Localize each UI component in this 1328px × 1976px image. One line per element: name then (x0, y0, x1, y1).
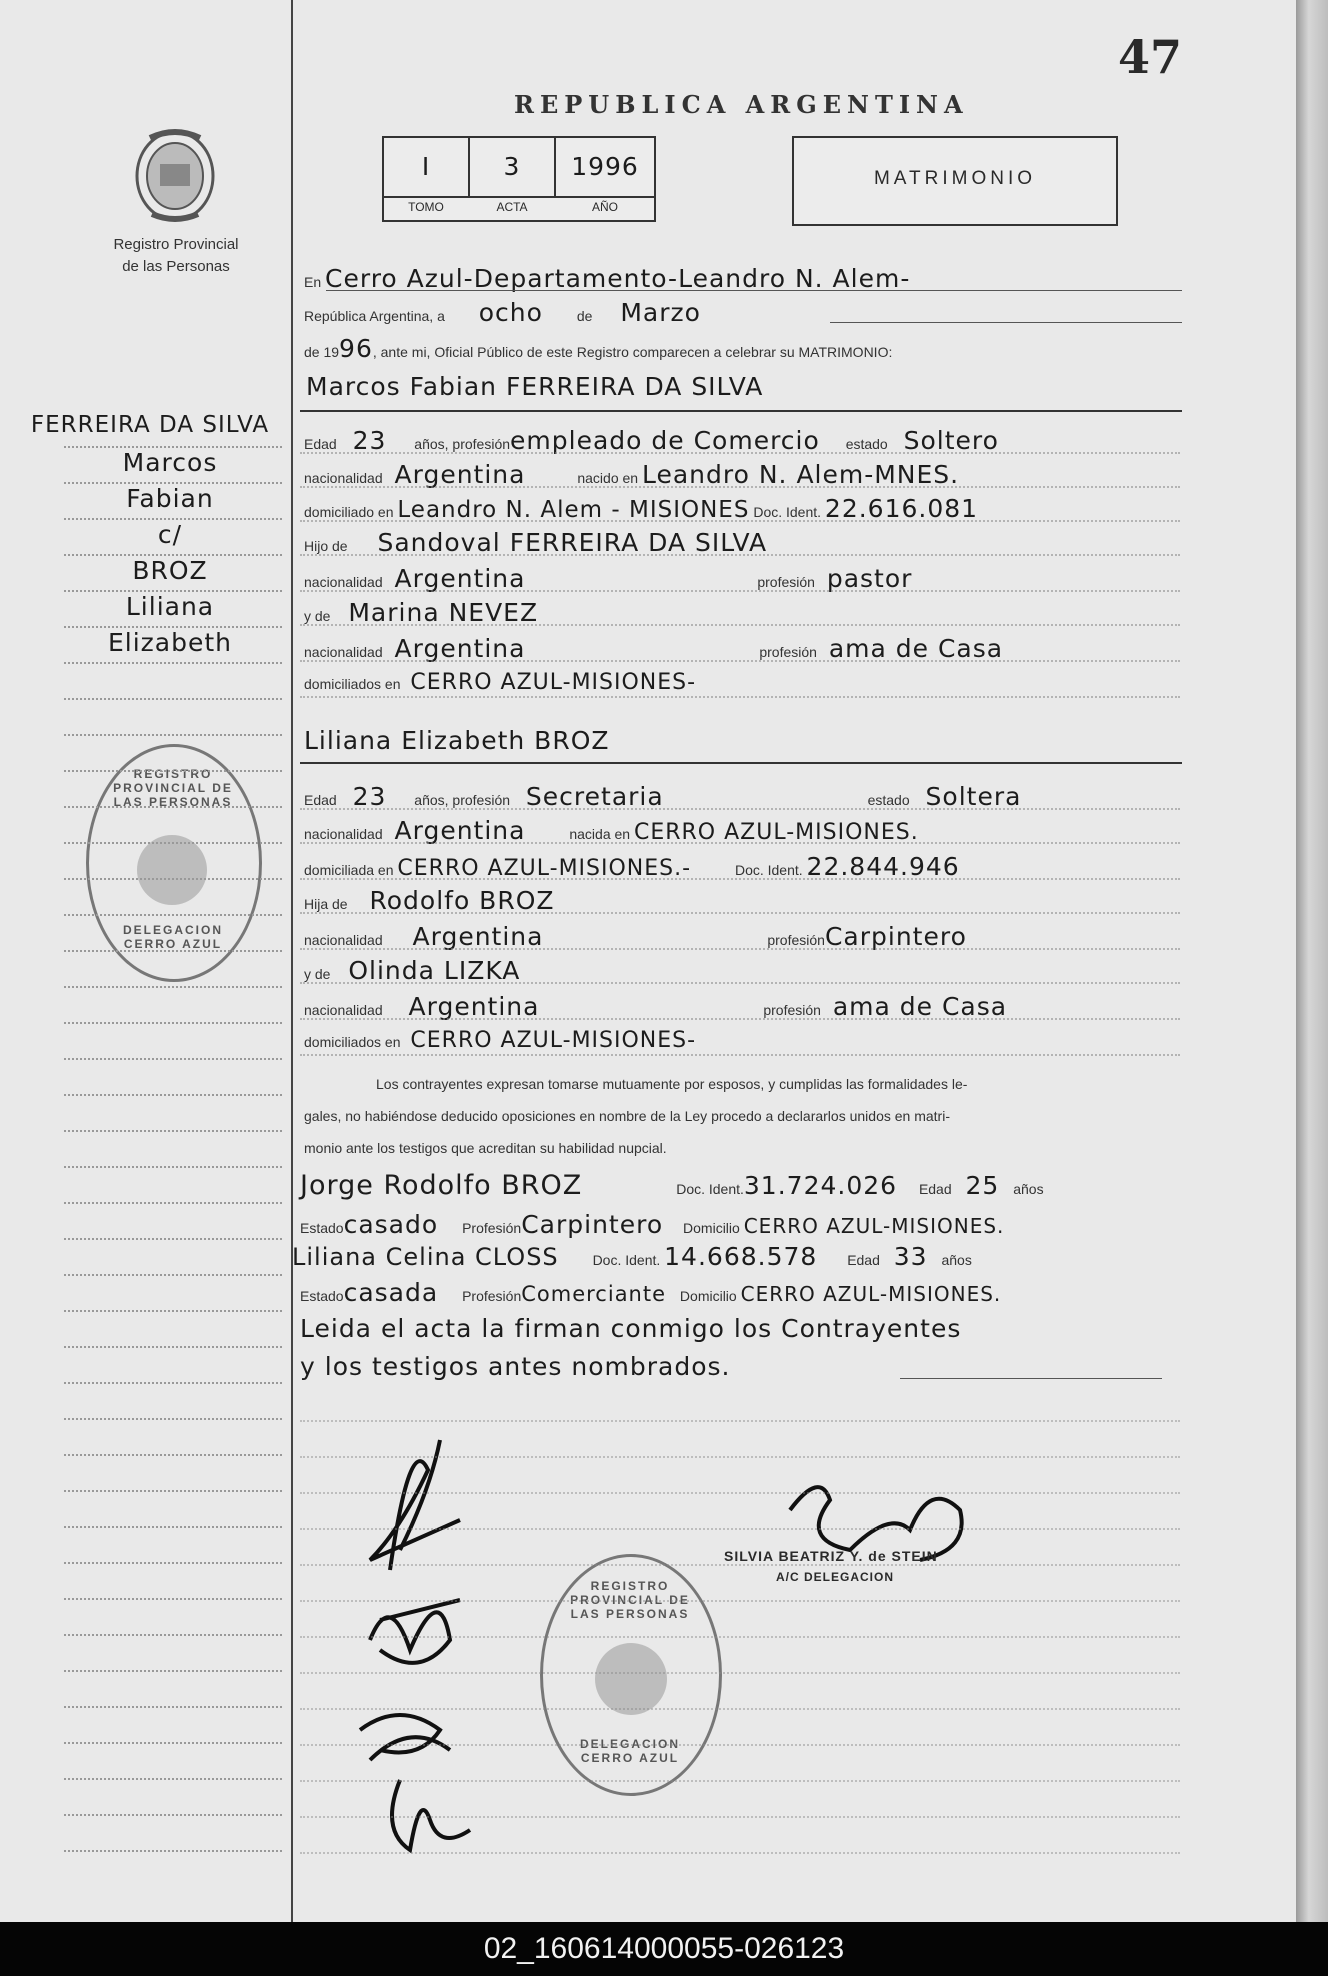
margin-rule (64, 1706, 282, 1708)
bottom-seal-sub: DELEGACION CERRO AZUL (579, 1737, 680, 1765)
fill-rule (300, 660, 1180, 662)
margin-rule (64, 842, 282, 844)
margin-rule (64, 1814, 282, 1816)
ano-label: AÑO (591, 200, 618, 214)
witness1-row2: Estadocasado ProfesiónCarpintero Domicilio CERRO AZUL-MISIONES. (300, 1210, 1005, 1239)
witness2-row1: Liliana Celina CLOSS Doc. Ident. 14.668.578 Edad 33 años (292, 1242, 972, 1271)
signature-rule (300, 1636, 1180, 1638)
bride-father: Rodolfo BROZ (369, 886, 555, 915)
type-box (792, 136, 1118, 226)
declaration-line2: gales, no habiéndose deducido oposiciones en nombre de la Ley procedo a declararlos unidos en matri- (304, 1108, 950, 1124)
place-value: Cerro Azul-Departamento-Leandro N. Alem- (325, 264, 911, 293)
footer-id: 02_160614000055-026123 (0, 1922, 1328, 1976)
margin-rule (64, 1310, 282, 1312)
year-prefix: de 19 (304, 344, 340, 360)
margin-divider (291, 0, 293, 1922)
margin-rule (64, 1526, 282, 1528)
fill-rule (300, 1018, 1180, 1020)
tomo-value: I (421, 152, 431, 181)
groom-row1: Edad 23 años, profesiónempleado de Comercio estado Soltero (304, 426, 999, 455)
groom-row7: nacionalidad Argentina profesión ama de Casa (304, 634, 1004, 663)
fill-rule (300, 696, 1180, 698)
signature-rule (300, 1528, 1180, 1530)
tomo-label: TOMO (408, 200, 444, 214)
margin-rule (64, 1274, 282, 1276)
margin-rule (64, 878, 282, 880)
acta-value: 3 (503, 152, 521, 181)
witness2-name: Liliana Celina CLOSS (292, 1243, 559, 1271)
acta-label: ACTA (496, 200, 528, 214)
groom-mother-prof: ama de Casa (828, 634, 1004, 663)
bride-domicile: CERRO AZUL-MISIONES.- (397, 856, 692, 881)
bride-row5: nacionalidad Argentina profesiónCarpintero (304, 922, 967, 951)
margin-line5: BROZ (132, 556, 208, 585)
signature-rule (300, 1600, 1180, 1602)
margin-line4: c/ (157, 520, 183, 549)
bride-father-nat: Argentina (412, 922, 544, 951)
margin-rule (64, 1670, 282, 1672)
margin-line6: Liliana (125, 592, 215, 621)
witness1-profession: Carpintero (521, 1210, 664, 1239)
margin-rule (64, 1058, 282, 1060)
margin-line1: FERREIRA DA SILVA (30, 412, 270, 438)
groom-domicile: Leandro N. Alem - MISIONES (397, 497, 750, 523)
fill-rule (300, 912, 1180, 914)
margin-rule (64, 1418, 282, 1420)
witness2-profession: Comerciante (521, 1282, 667, 1306)
groom-doc: 22.616.081 (824, 494, 979, 523)
witness1-name: Jorge Rodolfo BROZ (300, 1170, 583, 1201)
margin-line2: Marcos (122, 448, 218, 477)
groom-row3: domiciliado en Leandro N. Alem - MISIONES Doc. Ident. 22.616.081 (304, 494, 979, 523)
bride-father-prof: Carpintero (824, 922, 967, 951)
groom-birthplace: Leandro N. Alem-MNES. (641, 460, 960, 489)
official-name: SILVIA BEATRIZ Y. de STEIN (724, 1548, 938, 1564)
fill-rule (300, 554, 1180, 556)
witness1-age: 25 (965, 1171, 1000, 1200)
margin-rule (64, 1490, 282, 1492)
fill-rule (300, 982, 1180, 984)
margin-line7: Elizabeth (107, 628, 233, 657)
margin-rule (64, 734, 282, 736)
groom-nationality: Argentina (394, 460, 526, 489)
signature-rule (300, 1708, 1180, 1710)
bride-mother-prof: ama de Casa (832, 992, 1008, 1021)
groom-father-nat: Argentina (394, 564, 526, 593)
groom-row4: Hijo de Sandoval FERREIRA DA SILVA (304, 528, 768, 557)
fill-rule (300, 948, 1180, 950)
bride-doc: 22.844.946 (806, 852, 960, 881)
registry-line1: Registro Provincial (113, 236, 239, 253)
bride-birthplace: CERRO AZUL-MISIONES. (633, 820, 919, 845)
margin-seal-sub: DELEGACION CERRO AZUL (122, 923, 223, 951)
witness1-domicile: CERRO AZUL-MISIONES. (743, 1214, 1005, 1238)
province-emblem-icon (130, 124, 220, 224)
signature-rule (300, 1564, 1180, 1566)
bride-parents-domicile: CERRO AZUL-MISIONES- (410, 1028, 697, 1053)
bride-nationality: Argentina (394, 816, 526, 845)
day-value: ocho (478, 298, 543, 327)
margin-rule (64, 1166, 282, 1168)
ano-value: 1996 (571, 152, 639, 181)
margin-rule (64, 950, 282, 952)
fill-rule (300, 452, 1180, 454)
groom-status: Soltero (903, 426, 999, 455)
groom-father: Sandoval FERREIRA DA SILVA (377, 528, 768, 557)
page-edge (1296, 0, 1328, 1922)
bride-profession: Secretaria (525, 782, 664, 811)
margin-rule (64, 1022, 282, 1024)
record-box (382, 136, 656, 222)
declaration-line3: monio ante los testigos que acreditan su habilidad nupcial. (304, 1140, 667, 1156)
margin-rule (64, 446, 282, 448)
year-suffix: 96 (339, 334, 373, 363)
bride-mother-nat: Argentina (408, 992, 540, 1021)
signature-rule (300, 1852, 1180, 1854)
witness1-doc: 31.724.026 (743, 1171, 898, 1200)
fill-rule (300, 624, 1180, 626)
margin-line3: Fabian (126, 484, 214, 513)
en-label: En (304, 274, 322, 290)
groom-row5: nacionalidad Argentina profesión pastor (304, 564, 913, 593)
fill-rule (300, 1054, 1180, 1056)
bride-row6: y de Olinda LIZKA (304, 956, 521, 985)
margin-rule (64, 914, 282, 916)
margin-seal-text: REGISTRO PROVINCIAL DE LAS PERSONAS (113, 767, 233, 809)
bride-name: Liliana Elizabeth BROZ (304, 726, 610, 755)
page-number: 47 (1118, 30, 1183, 84)
signature-rule (300, 1744, 1180, 1746)
bride-age: 23 (352, 782, 387, 811)
witness2-domicile: CERRO AZUL-MISIONES. (740, 1282, 1002, 1306)
bride-mother: Olinda LIZKA (348, 956, 521, 985)
bride-row8: domiciliados en CERRO AZUL-MISIONES- (304, 1028, 697, 1053)
signature-rule (300, 1456, 1180, 1458)
closing-line2: y los testigos antes nombrados. (300, 1352, 731, 1381)
closing-line1: Leida el acta la firman conmigo los Contrayentes (300, 1314, 962, 1343)
declaration-line1: Los contrayentes expresan tomarse mutuamente por esposos, y cumplidas las formalidades le- (376, 1076, 968, 1092)
signature-rule (300, 1492, 1180, 1494)
witness1-row1: Jorge Rodolfo BROZ Doc. Ident.31.724.026 Edad 25 años (300, 1170, 1044, 1201)
margin-rule (64, 1598, 282, 1600)
witness2-row2: Estadocasada ProfesiónComerciante Domicilio CERRO AZUL-MISIONES. (300, 1278, 1002, 1307)
bride-row2: nacionalidad Argentina nacida en CERRO AZUL-MISIONES. (304, 816, 919, 845)
margin-rule (64, 1346, 282, 1348)
groom-profession: empleado de Comercio (510, 426, 820, 455)
margin-rule (64, 590, 282, 592)
margin-rule (64, 1634, 282, 1636)
comparecen-text: , ante mi, Oficial Público de este Registro comparecen a celebrar su MATRIMONIO: (372, 344, 893, 360)
fill-rule (300, 520, 1180, 522)
groom-row8: domiciliados en CERRO AZUL-MISIONES- (304, 670, 697, 695)
margin-rule (64, 806, 282, 808)
margin-rule (64, 1382, 282, 1384)
signatures-graphic (340, 1410, 500, 1860)
margin-rule (64, 1562, 282, 1564)
fill-rule (300, 842, 1180, 844)
bride-status: Soltera (925, 782, 1022, 811)
margin-rule (64, 1850, 282, 1852)
margin-rule (64, 1094, 282, 1096)
margin-rule (64, 1454, 282, 1456)
groom-mother-nat: Argentina (394, 634, 526, 663)
groom-row6: y de Marina NEVEZ (304, 598, 539, 627)
bride-row4: Hija de Rodolfo BROZ (304, 886, 555, 915)
country-title: REPUBLICA ARGENTINA (514, 90, 969, 119)
signature-rule (300, 1420, 1180, 1422)
signature-rule (300, 1780, 1180, 1782)
margin-rule (64, 698, 282, 700)
fill-rule (300, 808, 1180, 810)
margin-rule (64, 626, 282, 628)
witness2-doc: 14.668.578 (664, 1242, 818, 1271)
margin-rule (64, 554, 282, 556)
bride-row3: domiciliada en CERRO AZUL-MISIONES.- Doc. Ident. 22.844.946 (304, 852, 960, 881)
margin-rule (64, 518, 282, 520)
margin-rule (64, 1742, 282, 1744)
margin-rule (64, 662, 282, 664)
margin-rule (64, 770, 282, 772)
signature-rule (300, 1672, 1180, 1674)
margin-rule (64, 1202, 282, 1204)
witness2-age: 33 (893, 1242, 928, 1271)
groom-age: 23 (352, 426, 387, 455)
witness2-status: casada (343, 1278, 439, 1307)
bottom-seal-text: REGISTRO PROVINCIAL DE LAS PERSONAS (570, 1579, 690, 1621)
witness1-status: casado (343, 1210, 439, 1239)
margin-rule (64, 1778, 282, 1780)
record-type: MATRIMONIO (873, 168, 1037, 189)
margin-rule (64, 1238, 282, 1240)
fill-rule (300, 486, 1180, 488)
groom-mother: Marina NEVEZ (348, 598, 539, 627)
margin-rule (64, 1130, 282, 1132)
groom-parents-domicile: CERRO AZUL-MISIONES- (410, 670, 697, 695)
signature-rule (300, 1816, 1180, 1818)
bride-row1: Edad 23 años, profesión Secretaria estado Soltera (304, 782, 1022, 811)
bride-row7: nacionalidad Argentina profesión ama de Casa (304, 992, 1008, 1021)
bottom-seal (540, 1554, 722, 1796)
margin-seal (86, 744, 262, 982)
fill-rule (300, 878, 1180, 880)
de-label: de (576, 308, 593, 324)
month-value: Marzo (620, 298, 701, 327)
groom-name: Marcos Fabian FERREIRA DA SILVA (306, 372, 764, 401)
margin-rule (64, 986, 282, 988)
fill-rule (300, 590, 1180, 592)
official-role: A/C DELEGACION (776, 1570, 895, 1584)
registry-line2: de las Personas (122, 258, 230, 275)
groom-father-prof: pastor (826, 564, 913, 593)
republica-label: República Argentina, a (304, 308, 445, 324)
margin-rule (64, 482, 282, 484)
groom-row2: nacionalidad Argentina nacido en Leandro N. Alem-MNES. (304, 460, 960, 489)
